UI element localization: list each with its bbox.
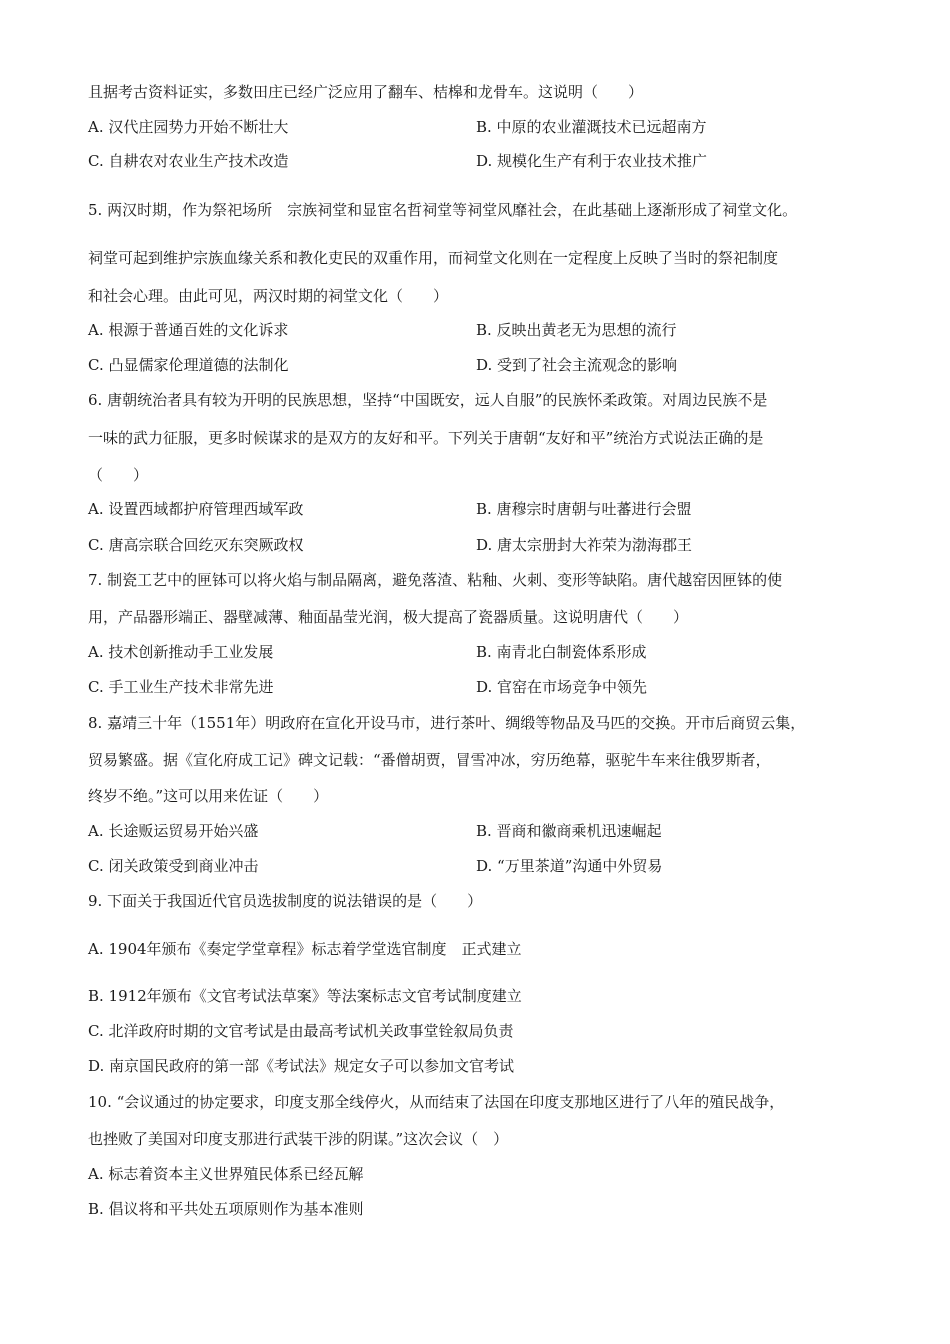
q8-option-b: B. 晋商和徽商乘机迅速崛起 [476,822,662,840]
q6-option-a: A. 设置西域都护府管理西域军政 [88,500,304,518]
q9-stem: 9. 下面关于我国近代官员选拔制度的说法错误的是（ ） [88,892,483,910]
q9-option-b: B. 1912年颁布《文官考试法草案》等法案标志文官考试制度建立 [88,987,522,1005]
q8-option-c: C. 闭关政策受到商业冲击 [88,857,259,875]
q10-option-b: B. 倡议将和平共处五项原则作为基本准则 [88,1200,364,1218]
q4-option-b: B. 中原的农业灌溉技术已远超南方 [476,118,707,136]
q10-stem-line1: 10. “会议通过的协定要求，印度支那全线停火，从而结束了法国在印度支那地区进行了八年的殖民战争， [88,1093,785,1111]
q7-option-d: D. 官窑在市场竞争中领先 [476,678,648,696]
q5-option-c: C. 凸显儒家伦理道德的法制化 [88,356,289,374]
q6-option-b: B. 唐穆宗时唐朝与吐蕃进行会盟 [476,500,692,518]
q6-stem-line2: 一味的武力征服，更多时候谋求的是双方的友好和平。下列关于唐朝“友好和平”统治方式说法正确的是 [88,429,764,447]
q4-option-a: A. 汉代庄园势力开始不断壮大 [88,118,289,136]
q6-stem-line3: （ ） [88,466,149,484]
q6-option-c: C. 唐高宗联合回纥灭东突厥政权 [88,536,304,554]
q10-stem-line2: 也挫败了美国对印度支那进行武装干涉的阴谋。”这次会议（ ） [88,1130,509,1148]
q6-stem-line1: 6. 唐朝统治者具有较为开明的民族思想，坚持“中国既安，远人自服”的民族怀柔政策。对周边民族不是 [88,391,768,409]
q4-option-d: D. 规模化生产有利于农业技术推广 [476,152,708,170]
q5-option-d: D. 受到了社会主流观念的影响 [476,356,678,374]
q9-option-d: D. 南京国民政府的第一部《考试法》规定女子可以参加文官考试 [88,1057,515,1075]
q8-stem-line1: 8. 嘉靖三十年（1551年）明政府在宣化开设马市，进行茶叶、绸缎等物品及马匹的交换。开市后商贸云集， [88,714,806,732]
q7-option-c: C. 手工业生产技术非常先进 [88,678,274,696]
q7-option-a: A. 技术创新推动手工业发展 [88,643,274,661]
q4-stem: 且据考古资料证实，多数田庄已经广泛应用了翻车、桔槔和龙骨车。这说明（ ） [88,83,644,101]
q8-stem-line3: 终岁不绝。”这可以用来佐证（ ） [88,787,329,805]
q5-stem-line2: 祠堂可起到维护宗族血缘关系和教化吏民的双重作用，而祠堂文化则在一定程度上反映了当时的祭祀制度 [88,249,779,267]
q10-option-a: A. 标志着资本主义世界殖民体系已经瓦解 [88,1165,364,1183]
q8-stem-line2: 贸易繁盛。据《宣化府成工记》碑文记载：“番僧胡贾，冒雪冲冰，穷历绝幕，驱驼牛车来往俄罗斯者， [88,751,771,769]
q4-option-c: C. 自耕农对农业生产技术改造 [88,152,289,170]
q5-stem-line1: 5. 两汉时期，作为祭祀场所 宗族祠堂和显宦名哲祠堂等祠堂风靡社会，在此基础上逐渐形成了祠堂文化。 [88,201,798,219]
q8-option-a: A. 长途贩运贸易开始兴盛 [88,822,259,840]
q8-option-d: D. “万里茶道”沟通中外贸易 [476,857,663,875]
q9-option-c: C. 北洋政府时期的文官考试是由最高考试机关政事堂铨叙局负责 [88,1022,514,1040]
q5-stem-line3: 和社会心理。由此可见，两汉时期的祠堂文化（ ） [88,287,449,305]
q7-stem-line2: 用，产品器形端正、器壁减薄、釉面晶莹光润，极大提高了瓷器质量。这说明唐代（ ） [88,608,689,626]
q6-option-d: D. 唐太宗册封大祚荣为渤海郡王 [476,536,693,554]
q9-option-a: A. 1904年颁布《奏定学堂章程》标志着学堂选官制度 正式建立 [88,940,522,958]
q5-option-a: A. 根源于普通百姓的文化诉求 [88,321,289,339]
q7-stem-line1: 7. 制瓷工艺中的匣钵可以将火焰与制品隔离，避免落渣、粘釉、火刺、变形等缺陷。唐代越窑因匣钵的使 [88,571,783,589]
q7-option-b: B. 南青北白制瓷体系形成 [476,643,647,661]
q5-option-b: B. 反映出黄老无为思想的流行 [476,321,677,339]
